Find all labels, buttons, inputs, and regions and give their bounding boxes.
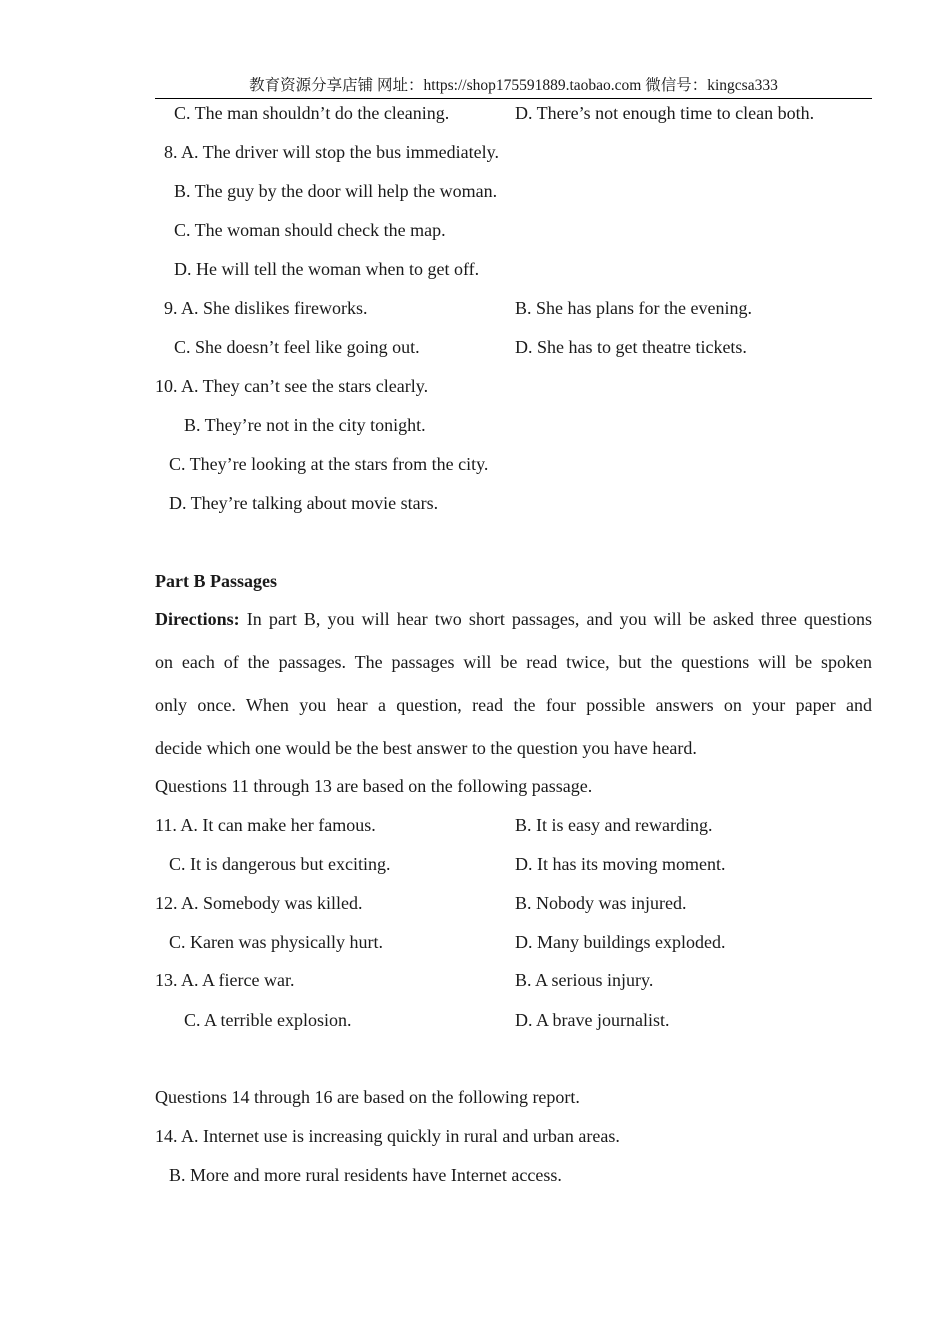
q8-option-d: D. He will tell the woman when to get off. bbox=[174, 259, 480, 279]
q8-option-a: 8. A. The driver will stop the bus immediately. bbox=[164, 142, 499, 162]
q7-option-d: D. There’s not enough time to clean both. bbox=[515, 103, 815, 123]
q12-option-b: B. Nobody was injured. bbox=[515, 893, 687, 913]
q11-option-d: D. It has its moving moment. bbox=[515, 854, 726, 874]
directions-label: Directions: bbox=[155, 609, 240, 629]
q14-option-b: B. More and more rural residents have Internet access. bbox=[169, 1165, 562, 1185]
q9-option-b: B. She has plans for the evening. bbox=[515, 298, 752, 318]
q13-option-c: C. A terrible explosion. bbox=[184, 1010, 352, 1030]
part-b-heading: Part B Passages bbox=[155, 571, 277, 591]
q11-option-a: 11. A. It can make her famous. bbox=[155, 815, 376, 835]
q13-option-d: D. A brave journalist. bbox=[515, 1010, 670, 1030]
q7-option-c: C. The man shouldn’t do the cleaning. bbox=[174, 103, 450, 123]
q13-option-a: 13. A. A fierce war. bbox=[155, 970, 295, 990]
q10-option-d: D. They’re talking about movie stars. bbox=[169, 493, 439, 513]
q11-option-c: C. It is dangerous but exciting. bbox=[169, 854, 391, 874]
directions-line-1 bbox=[155, 607, 872, 631]
q8-option-c: C. The woman should check the map. bbox=[174, 220, 446, 240]
q9-option-d: D. She has to get theatre tickets. bbox=[515, 337, 747, 357]
directions-line-4: decide which one would be the best answer to the question you have heard. bbox=[155, 738, 697, 758]
q12-option-d: D. Many buildings exploded. bbox=[515, 932, 726, 952]
directions-line-2: on each of the passages. The passages will be read twice, but the questions will be spoken bbox=[155, 652, 872, 672]
q12-option-c: C. Karen was physically hurt. bbox=[169, 932, 383, 952]
q14-option-a: 14. A. Internet use is increasing quickly in rural and urban areas. bbox=[155, 1126, 620, 1146]
passage-intro-11-13: Questions 11 through 13 are based on the following passage. bbox=[155, 776, 593, 796]
q9-option-a: 9. A. She dislikes fireworks. bbox=[164, 298, 368, 318]
passage-intro-14-16: Questions 14 through 16 are based on the following report. bbox=[155, 1087, 580, 1107]
directions-line-3: only once. When you hear a question, read the four possible answers on your paper and bbox=[155, 695, 872, 715]
q11-option-b: B. It is easy and rewarding. bbox=[515, 815, 713, 835]
q12-option-a: 12. A. Somebody was killed. bbox=[155, 893, 363, 913]
q10-option-a: 10. A. They can’t see the stars clearly. bbox=[155, 376, 429, 396]
q9-option-c: C. She doesn’t feel like going out. bbox=[174, 337, 420, 357]
q13-option-b: B. A serious injury. bbox=[515, 970, 654, 990]
q10-option-b: B. They’re not in the city tonight. bbox=[184, 415, 426, 435]
q8-option-b: B. The guy by the door will help the woman. bbox=[174, 181, 498, 201]
page-header: 教育资源分享店铺 网址：https://shop175591889.taobao.com 微信号：kingcsa333 bbox=[155, 75, 872, 99]
q10-option-c: C. They’re looking at the stars from the city. bbox=[169, 454, 489, 474]
directions-text-1: In part B, you will hear two short passages, and you will be asked three questions bbox=[239, 609, 872, 629]
